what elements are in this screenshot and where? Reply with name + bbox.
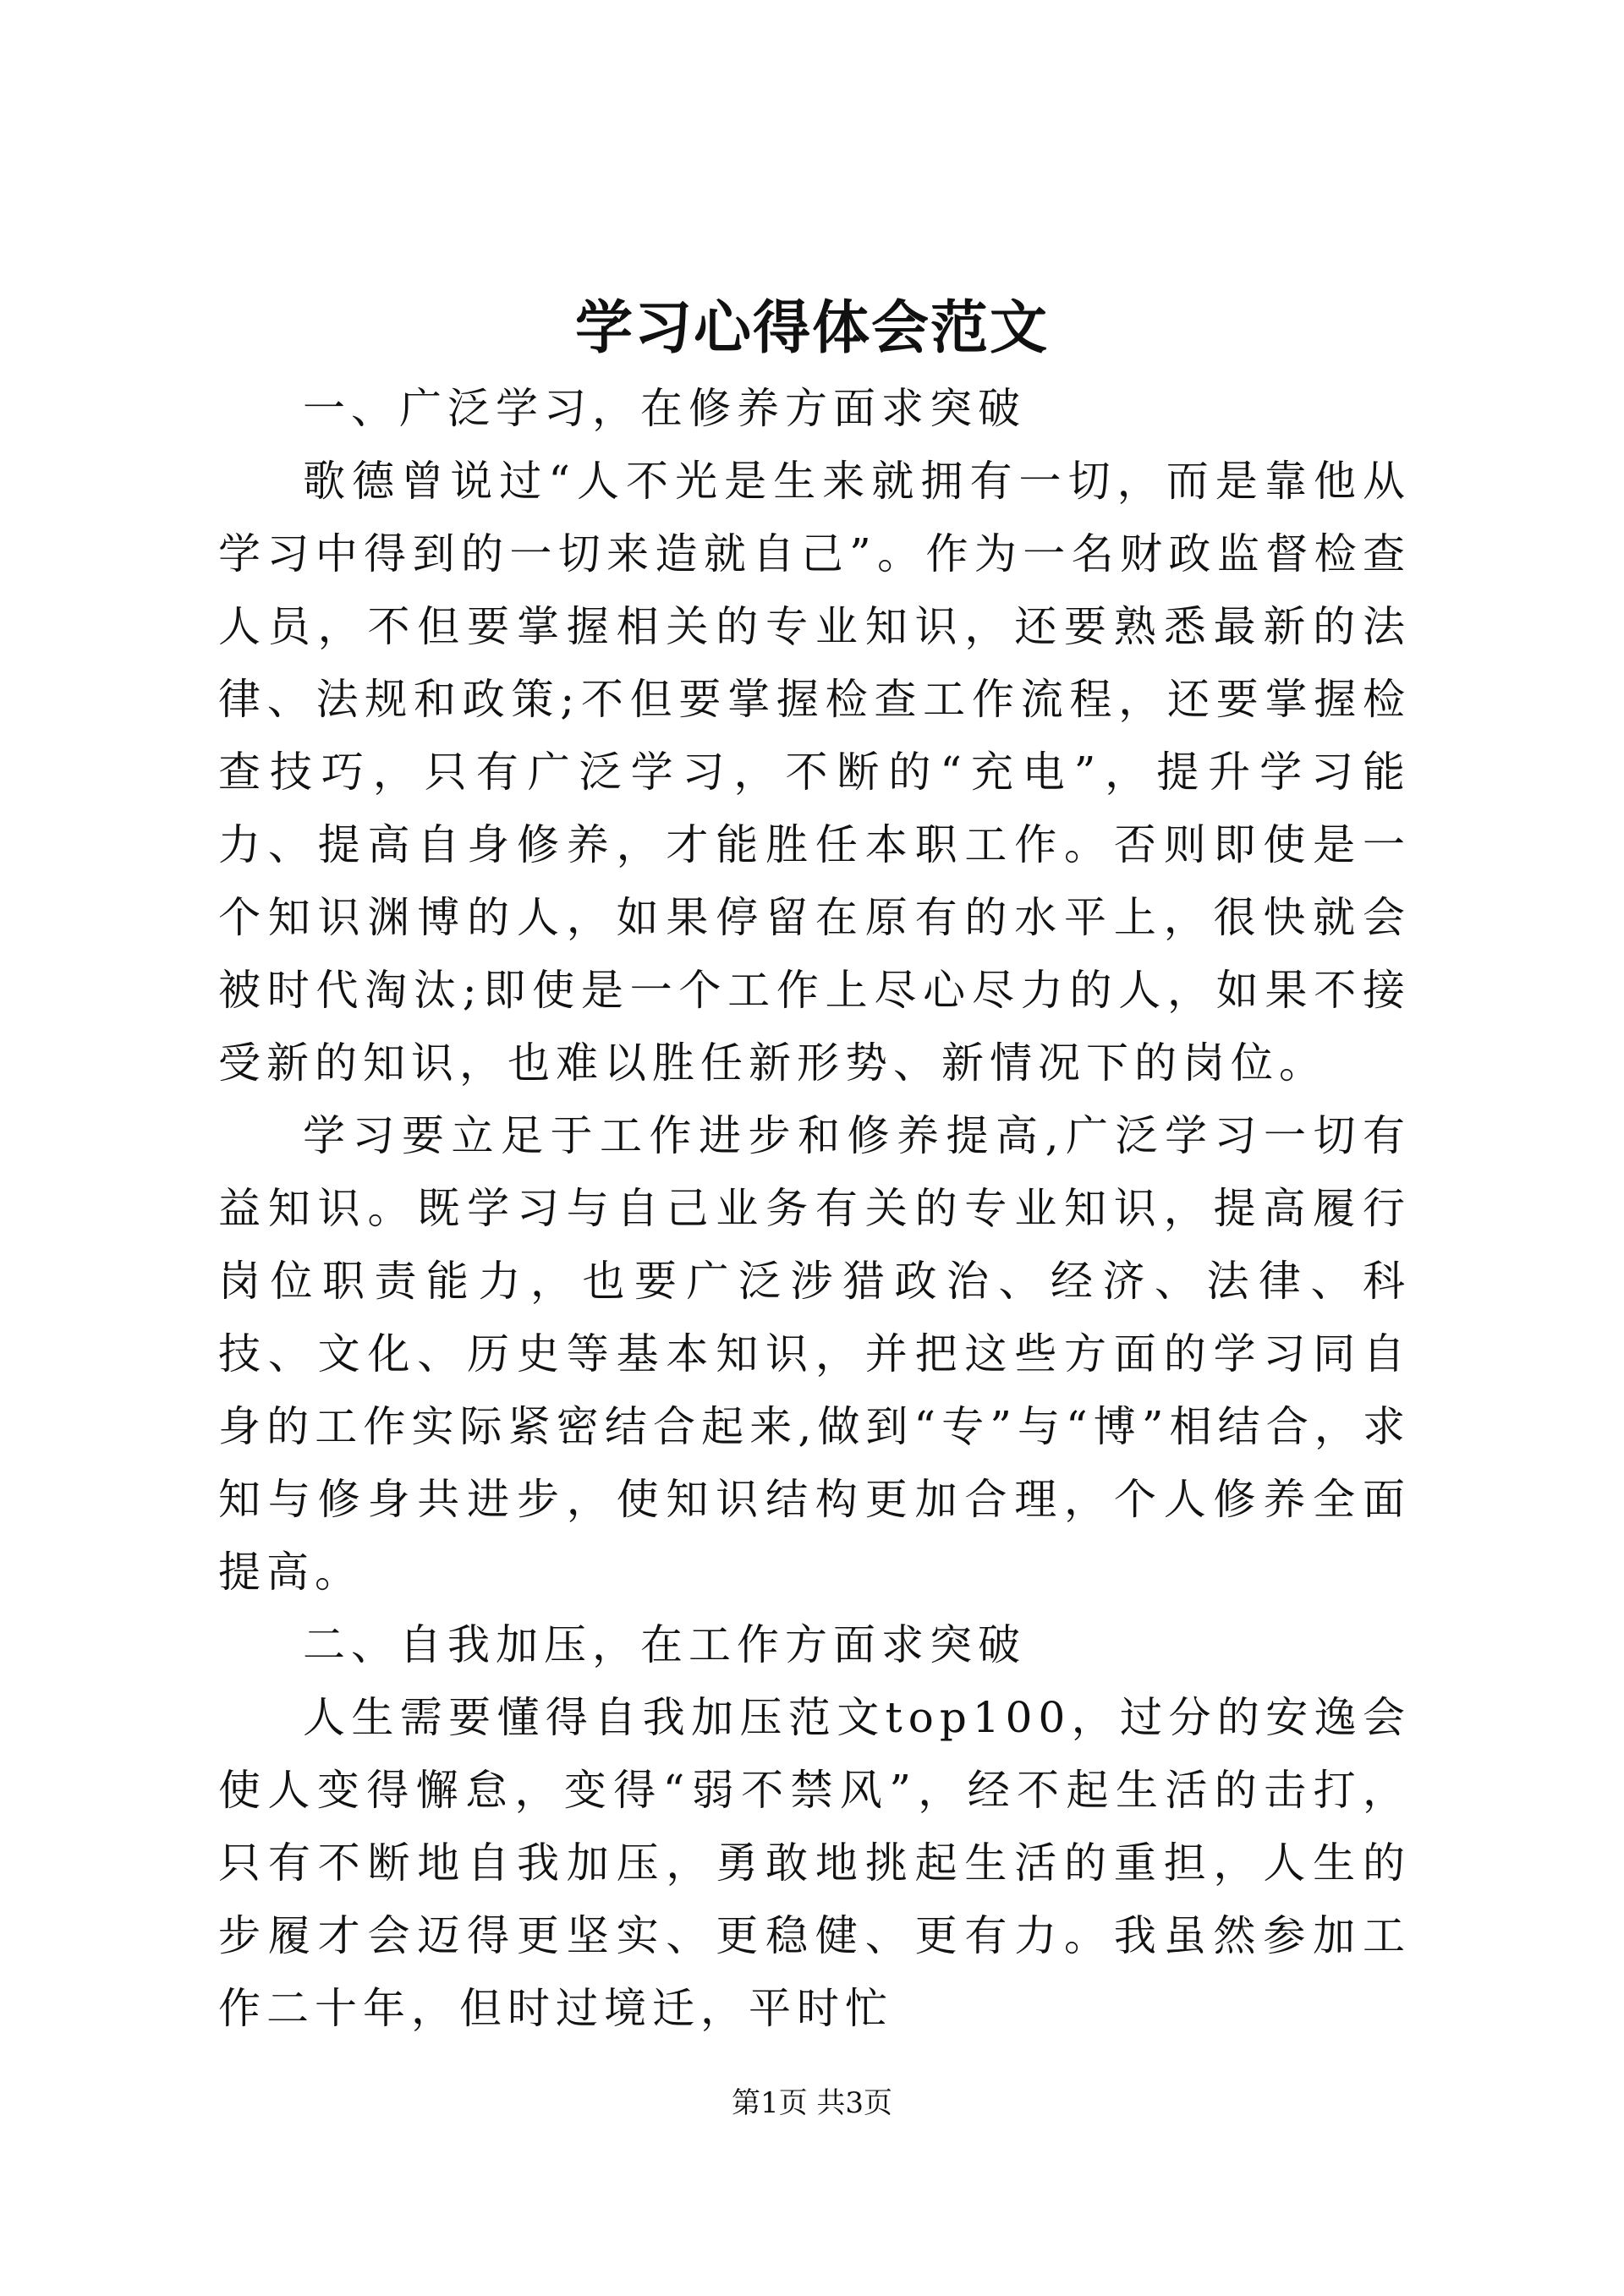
page-number-label: 第1页 共3页 xyxy=(731,2086,893,2120)
section-heading-1: 一、广泛学习，在修养方面求突破 xyxy=(303,384,1026,433)
document-body xyxy=(218,372,1411,2045)
page-footer xyxy=(0,2082,1624,2124)
paragraph: 歌德曾说过“人不光是生来就拥有一切，而是靠他从学习中得到的一切来造就自己”。作为一名财政监督检查人员，不但要掌握相关的专业知识，还要熟悉最新的法律、法规和政策;不但要掌握检查工作流程，还要掌握检查技巧，只有广泛学习，不断的“充电”，提升学习能力、提高自身修养，才能胜任本职工作。否则即使是一个知识渊博的人，如果停留在原有的水平上，很快就会被时代淘汰;即使是一个工作上尽心尽力的人，如果不接受新的知识，也难以胜任新形势、新情况下的岗位。 xyxy=(218,457,1411,1088)
page-title: 学习心得体会范文 xyxy=(574,294,1049,362)
section-heading-2: 二、自我加压，在工作方面求突破 xyxy=(303,1620,1026,1669)
paragraph: 人生需要懂得自我加压范文top100，过分的安逸会使人变得懈怠，变得“弱不禁风”，经不起生活的击打，只有不断地自我加压，勇敢地挑起生活的重担，人生的步履才会迈得更坚实、更稳健、更有力。我虽然参加工作二十年，但时过境迁，平时忙 xyxy=(218,1693,1411,2033)
paragraph: 学习要立足于工作进步和修养提高,广泛学习一切有益知识。既学习与自己业务有关的专业知识，提高履行岗位职责能力，也要广泛涉猎政治、经济、法律、科技、文化、历史等基本知识，并把这些方面的学习同自身的工作实际紧密结合起来,做到“专”与“博”相结合，求知与修身共进步，使知识结构更加合理，个人修养全面提高。 xyxy=(218,1111,1411,1597)
